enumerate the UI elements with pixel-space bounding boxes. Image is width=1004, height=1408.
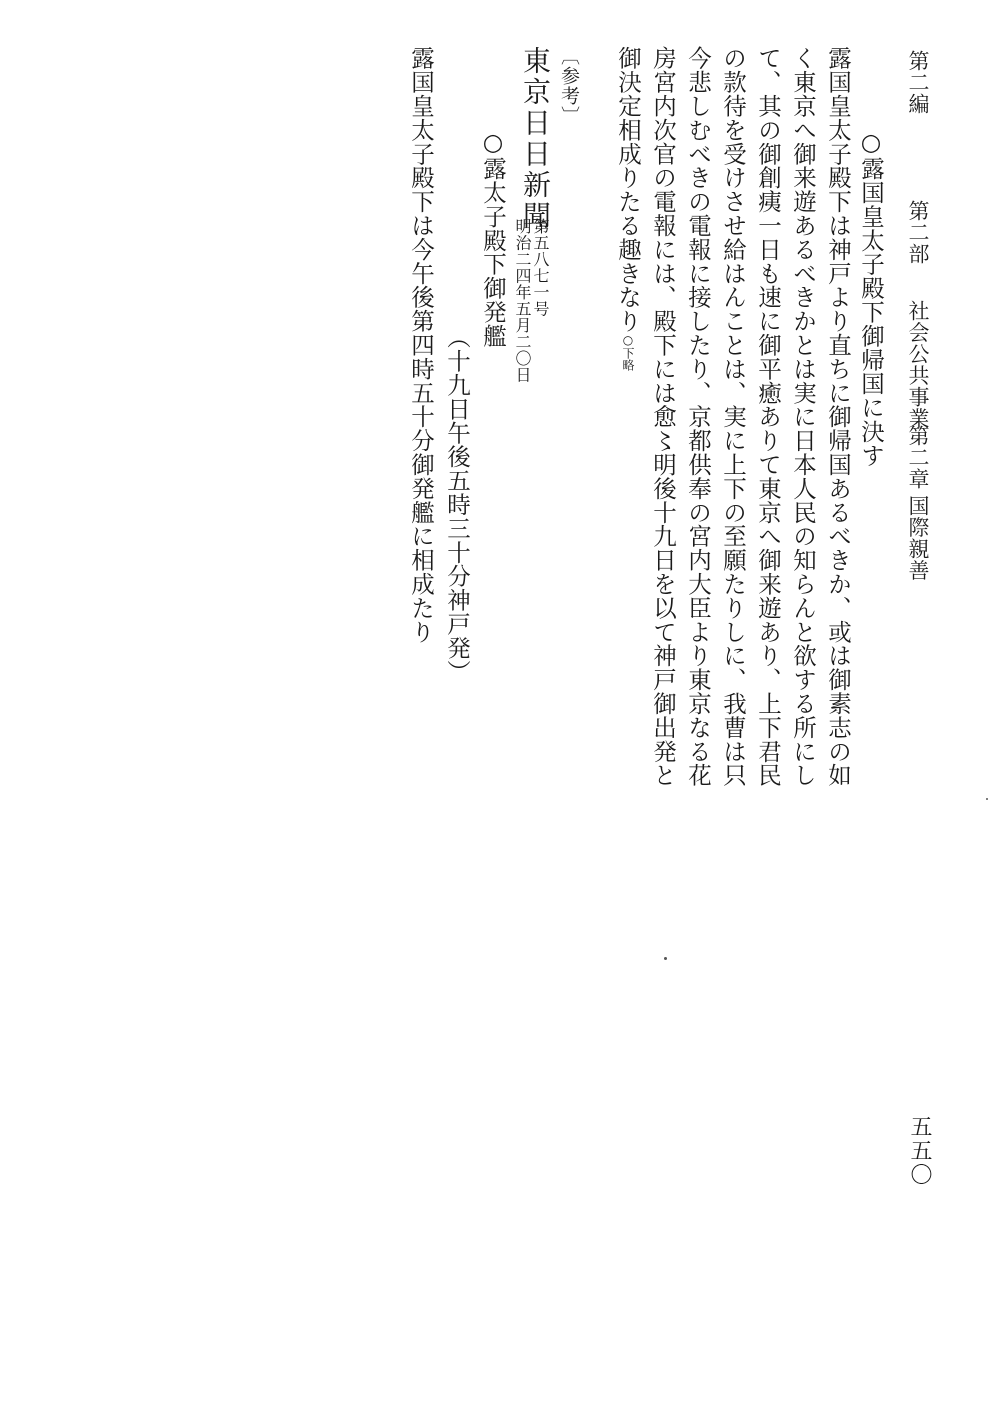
issue-date: 明治二四年五月二〇日 bbox=[513, 218, 532, 383]
article1-line-6: 房宮内次官の電報には、殿下には愈〻明後十九日を以て神戸御出発と bbox=[649, 46, 677, 787]
article1-line-4: の款待を受けさせ給はんことは、実に上下の至願たりしに、我曹は只 bbox=[719, 46, 747, 787]
article1-heading: ○露国皇太子殿下御帰国に決す bbox=[857, 128, 885, 468]
header-part-volume: 第二編 bbox=[906, 50, 930, 115]
article2-heading: ○露太子殿下御発艦 bbox=[479, 128, 507, 348]
reference-tag: 〔参考〕 bbox=[558, 46, 580, 126]
running-header bbox=[894, 50, 928, 115]
article1-line-2: く東京へ御来遊あるべきかとは実に日本人民の知らんと欲する所にし bbox=[789, 46, 817, 787]
running-header-section bbox=[894, 200, 928, 265]
article1-line-7 bbox=[605, 46, 642, 371]
article1-line-5: 今悲しむべきの電報に接したり、京都供奉の宮内大臣より東京なる花 bbox=[684, 46, 712, 787]
page-number: 五五〇 bbox=[907, 1115, 932, 1187]
scan-speck bbox=[664, 957, 667, 960]
article1-omission-note: ○下略 bbox=[621, 332, 635, 371]
article1-line-1: 露国皇太子殿下は神戸より直ちに御帰国あるべきか、或は御素志の如 bbox=[824, 46, 852, 787]
running-header-chapter-title bbox=[894, 495, 928, 581]
header-chapter-title: 国際親善 bbox=[906, 495, 930, 581]
article2-subheading: （十九日午後五時三十分神戸発） bbox=[443, 325, 471, 684]
article2-line: 露国皇太子殿下は今午後第四時五十分御発艦に相成たり bbox=[407, 46, 435, 644]
article1-line-3: て、其の御創痍一日も速に御平癒ありて東京へ御来遊あり、上下君民 bbox=[754, 46, 782, 787]
running-header-chapter bbox=[894, 425, 928, 490]
header-part-title: 社会公共事業 bbox=[906, 300, 930, 429]
article1-last-line: 御決定相成りたる趣きなり bbox=[614, 46, 642, 333]
header-chapter-no: 第二章 bbox=[906, 425, 930, 490]
issue-number: 第五八七一号 bbox=[531, 218, 550, 317]
newspaper-name: 東京日日新聞 bbox=[519, 46, 552, 232]
running-header-title bbox=[894, 300, 928, 429]
scan-speck bbox=[986, 798, 988, 800]
header-part-section: 第二部 bbox=[906, 200, 930, 265]
